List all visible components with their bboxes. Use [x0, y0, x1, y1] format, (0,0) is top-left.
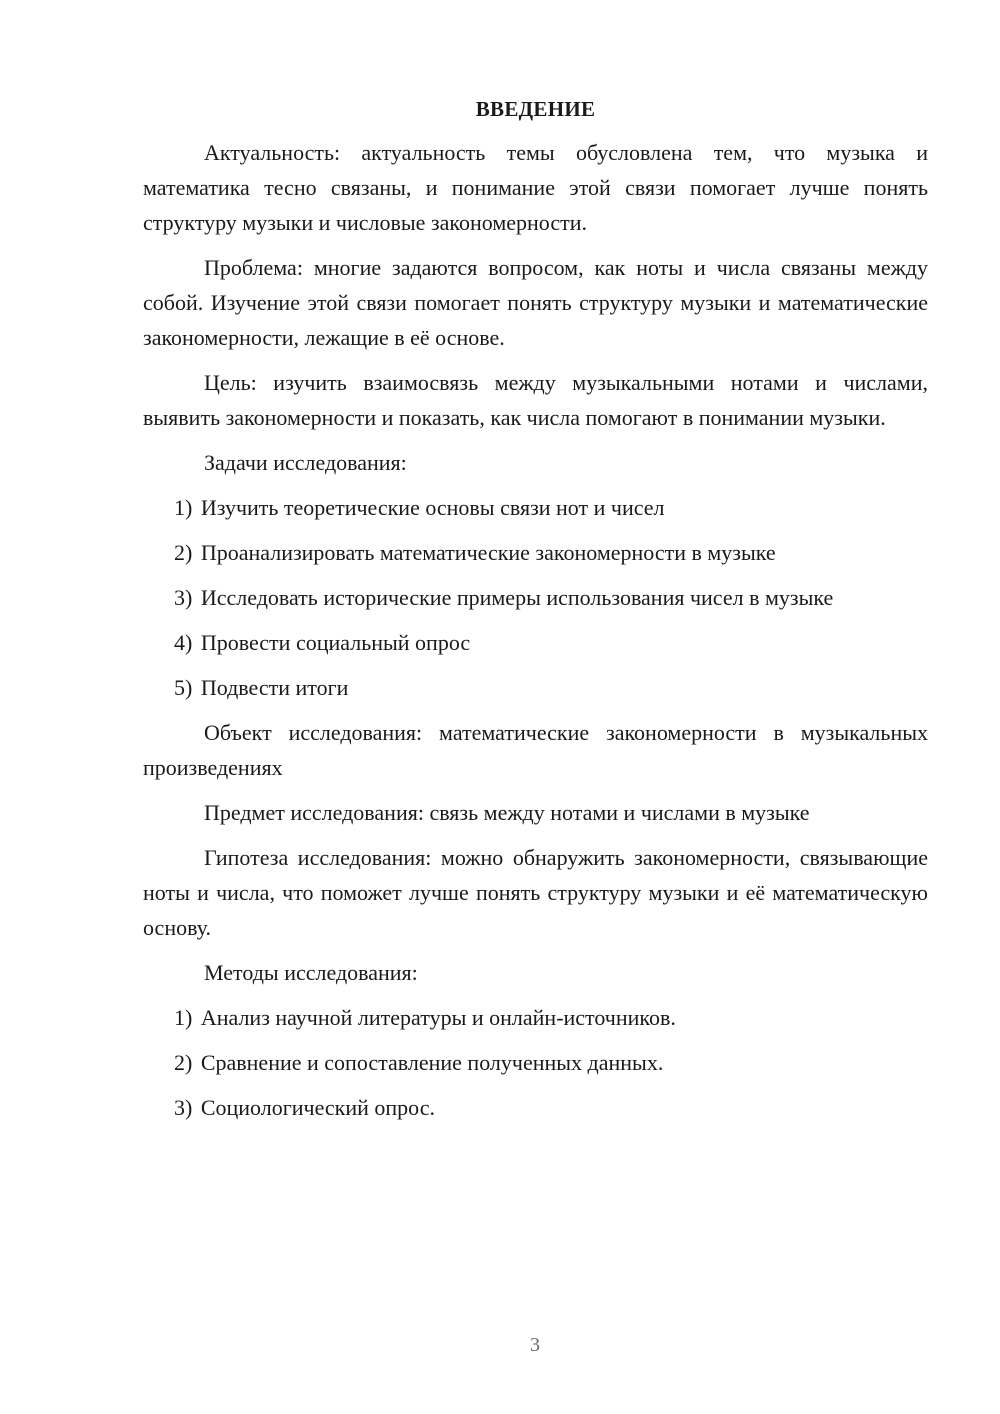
list-item [143, 535, 928, 570]
list-item [143, 1000, 928, 1035]
list-item-number: 2) [174, 540, 193, 565]
list-item [143, 625, 928, 660]
list-item-number: 1) [174, 1005, 193, 1030]
page-number: 3 [530, 1334, 540, 1356]
list-item [143, 670, 928, 705]
document-body [143, 92, 928, 1135]
object-paragraph: Объект исследования: математические закономерности в музыкальных произведениях [143, 720, 928, 780]
actuality-paragraph: Актуальность: актуальность темы обусловлена тем, что музыка и математика тесно связаны, и понимание этой связи помогает лучше понять структуру музыки и числовые закономерности. [143, 140, 928, 235]
list-item-number: 1) [174, 495, 193, 520]
problem-paragraph: Проблема: многие задаются вопросом, как ноты и числа связаны между собой. Изучение этой связи помогает понять структуру музыки и математические закономерности, лежащие в её основе. [143, 255, 928, 350]
list-item [143, 1045, 928, 1080]
list-item-number: 3) [174, 585, 193, 610]
list-item-text: Сравнение и сопоставление полученных данных. [200, 1050, 664, 1075]
methods-title: Методы исследования: [204, 960, 418, 985]
list-item-text: Изучить теоретические основы связи нот и чисел [200, 495, 665, 520]
list-item-number: 5) [174, 675, 193, 700]
list-item-text: Социологический опрос. [200, 1095, 435, 1120]
list-item [143, 1090, 928, 1125]
list-item-text: Подвести итоги [200, 675, 349, 700]
list-item [143, 580, 928, 615]
subject-paragraph: Предмет исследования: связь между нотами и числами в музыке [204, 800, 810, 825]
list-item-text: Анализ научной литературы и онлайн-источников. [200, 1005, 676, 1030]
list-item-number: 4) [174, 630, 193, 655]
tasks-title: Задачи исследования: [204, 450, 407, 475]
section-heading: ВВЕДЕНИЕ [475, 97, 596, 121]
list-item [143, 490, 928, 525]
methods-list [143, 1000, 928, 1125]
list-item-text: Исследовать исторические примеры использования чисел в музыке [200, 585, 834, 610]
list-item-number: 2) [174, 1050, 193, 1075]
list-item-number: 3) [174, 1095, 193, 1120]
hypothesis-paragraph: Гипотеза исследования: можно обнаружить закономерности, связывающие ноты и числа, что поможет лучше понять структуру музыки и её математическую основу. [143, 845, 928, 940]
tasks-list [143, 490, 928, 705]
goal-paragraph: Цель: изучить взаимосвязь между музыкальными нотами и числами, выявить закономерности и показать, как числа помогают в понимании музыки. [143, 370, 928, 430]
list-item-text: Проанализировать математические закономерности в музыке [200, 540, 776, 565]
list-item-text: Провести социальный опрос [200, 630, 471, 655]
